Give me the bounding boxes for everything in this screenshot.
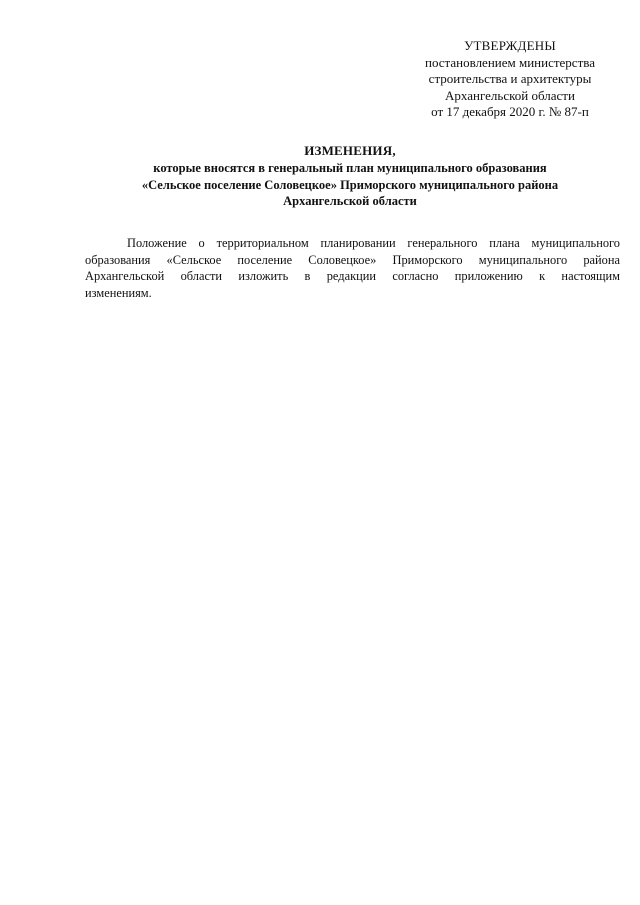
approval-date-line: от 17 декабря 2020 г. № 87-п [431,104,589,119]
approval-heading: УТВЕРЖДЕНЫ [464,38,556,53]
title-line: которые вносятся в генеральный план муниципального образования [153,160,547,175]
body-line: Положение о территориальном планировании генерального плана муниципального [127,236,620,250]
body-line: изменениям. [85,285,152,300]
approval-stamp [395,38,625,121]
body-line: образования «Сельское поселение Соловецкое» Приморского муниципального района [85,252,620,267]
body-paragraph [85,235,620,301]
body-line: Архангельской области изложить в редакции согласно приложению к настоящим [85,269,620,283]
title-heading: ИЗМЕНЕНИЯ, [304,143,396,158]
title-line: «Сельское поселение Соловецкое» Приморского муниципального района [141,177,559,192]
title-line: Архангельской области [283,194,417,209]
approval-line: Архангельской области [445,87,575,103]
document-title [60,143,640,210]
approval-line: постановлением министерства [424,54,595,70]
approval-line: строительства и архитектуры [428,71,592,86]
